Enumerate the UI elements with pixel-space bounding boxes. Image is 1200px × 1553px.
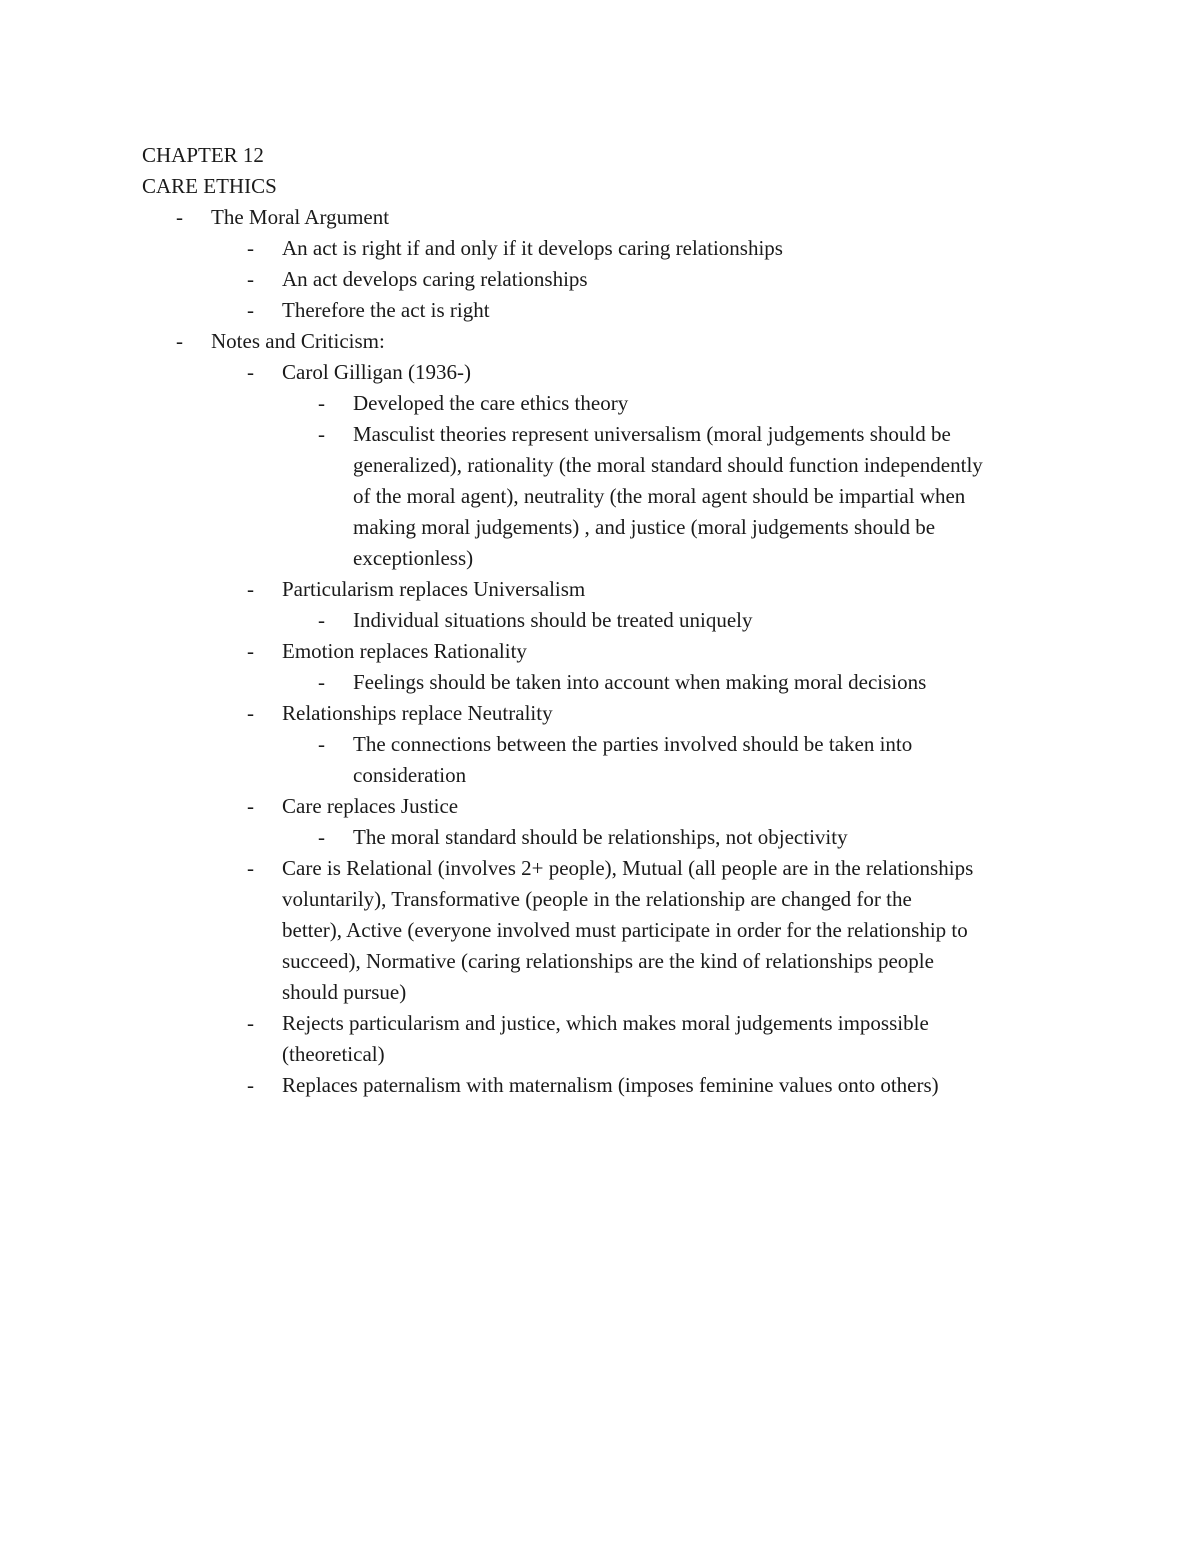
list-item-text: Masculist theories represent universalism (moral judgements should be [353,422,951,446]
list-item-text: Carol Gilligan (1936-) [282,360,471,384]
bullet-dash: - [318,422,325,446]
bullet-dash: - [247,298,254,322]
list-item-text: voluntarily), Transformative (people in the relationship are changed for the [282,887,912,911]
list-item-text: better), Active (everyone involved must participate in order for the relationship to [282,918,968,942]
bullet-dash: - [247,794,254,818]
bullet-dash: - [247,360,254,384]
list-item-text: The connections between the parties involved should be taken into [353,732,913,756]
list-item-text: generalized), rationality (the moral standard should function independently [353,453,983,477]
list-item-text: Care is Relational (involves 2+ people), Mutual (all people are in the relationships [282,856,974,880]
bullet-dash: - [247,236,254,260]
list-item-text: (theoretical) [282,1042,385,1066]
list-item-text: Therefore the act is right [282,298,490,322]
list-item-text: An act develops caring relationships [282,267,588,291]
bullet-dash: - [176,329,183,353]
list-item-text: Developed the care ethics theory [353,391,629,415]
bullet-dash: - [318,732,325,756]
list-item-text: The moral standard should be relationships, not objectivity [353,825,848,849]
list-item-text: Individual situations should be treated uniquely [353,608,753,632]
list-item-text: consideration [353,763,467,787]
bullet-dash: - [247,1011,254,1035]
list-item-text: An act is right if and only if it develops caring relationships [282,236,783,260]
list-item-text: Feelings should be taken into account when making moral decisions [353,670,927,694]
bullet-dash: - [318,608,325,632]
list-item-text: should pursue) [282,980,407,1004]
bullet-dash: - [247,577,254,601]
bullet-dash: - [176,205,183,229]
list-item-text: Relationships replace Neutrality [282,701,553,725]
list-item-text: Particularism replaces Universalism [282,577,586,601]
bullet-dash: - [247,267,254,291]
list-item-text: exceptionless) [353,546,474,570]
bullet-dash: - [318,670,325,694]
list-item-text: succeed), Normative (caring relationships are the kind of relationships people [282,949,934,973]
bullet-dash: - [247,1073,254,1097]
bullet-dash: - [247,701,254,725]
list-item-text: Rejects particularism and justice, which makes moral judgements impossible [282,1011,929,1035]
list-item-text: Replaces paternalism with maternalism (imposes feminine values onto others) [282,1073,939,1097]
list-item-text: making moral judgements) , and justice (moral judgements should be [353,515,936,539]
list-item-text: Care replaces Justice [282,794,459,818]
bullet-dash: - [318,825,325,849]
list-item-text: Notes and Criticism: [211,329,385,353]
bullet-dash: - [247,639,254,663]
list-item-text: The Moral Argument [211,205,390,229]
section-title: CARE ETHICS [142,174,277,198]
list-item-text: of the moral agent), neutrality (the moral agent should be impartial when [353,484,966,508]
list-item-text: Emotion replaces Rationality [282,639,527,663]
chapter-heading: CHAPTER 12 [142,143,264,167]
bullet-dash: - [318,391,325,415]
bullet-dash: - [247,856,254,880]
